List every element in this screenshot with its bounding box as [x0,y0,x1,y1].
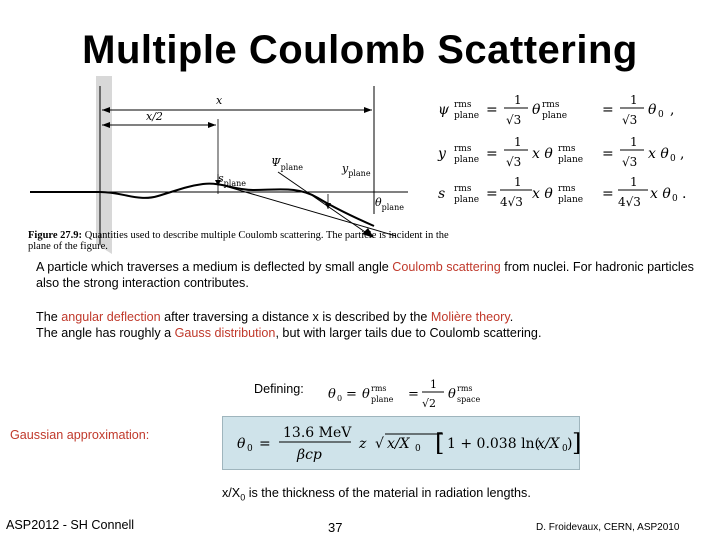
svg-text:s: s [438,186,446,202]
highlight-moliere: Molière theory [430,310,510,324]
svg-text:plane: plane [454,195,480,205]
theta-plane-label: $\theta_{plane}$ [375,196,404,212]
svg-text:rms: rms [454,144,472,154]
svg-text:plane: plane [454,155,480,165]
svg-text:,: , [670,102,675,118]
svg-text:√3: √3 [506,113,522,127]
svg-text:rms: rms [457,384,473,393]
svg-text:0: 0 [415,444,421,454]
svg-text:βcp: βcp [297,447,322,463]
svg-text:0: 0 [337,394,343,403]
defining-label: Defining: [254,382,304,396]
svg-text:1 + 0.038 ln(: 1 + 0.038 ln( [447,436,541,452]
svg-text:rms: rms [558,184,576,194]
figure-caption [28,230,458,252]
svg-text:rms: rms [558,144,576,154]
x-half-label: x/2 [146,110,163,123]
svg-text:0: 0 [672,194,678,204]
s-plane-label: $s_{plane}$ [218,172,246,188]
svg-text:1: 1 [430,378,437,391]
svg-text:x θ: x θ [532,186,553,202]
svg-text:=: = [259,436,271,452]
svg-text:space: space [457,395,481,404]
deflection-line [278,172,368,234]
svg-text:1: 1 [630,175,638,189]
svg-text:.: . [682,186,687,202]
highlight-gauss: Gauss distribution [174,326,276,340]
svg-text:rms: rms [454,184,472,194]
x-half-arrow-head-right [208,122,216,128]
svg-text:plane: plane [558,155,584,165]
svg-text:4√3: 4√3 [500,195,523,209]
footer-credit: D. Froidevaux, CERN, ASP2010 [536,522,680,533]
paragraph-deflection: The angular deflection after traversing a distance x is described by the Molière theory. The angle has roughly a Gauss distribution, but with larger tails due to Coulomb scattering. [36,310,542,340]
x-label: x [216,94,223,107]
svg-text:1: 1 [630,135,638,149]
svg-text:13.6 MeV: 13.6 MeV [283,425,352,441]
svg-text:θ: θ [532,102,541,118]
svg-text:√2: √2 [422,397,437,410]
highlight-angular: angular deflection [61,310,161,324]
svg-text:x/X: x/X [537,436,560,452]
svg-text:0: 0 [670,154,676,164]
svg-text:4√3: 4√3 [618,195,641,209]
svg-text:=: = [346,387,357,402]
svg-text:0: 0 [562,444,568,454]
gaussian-formula [223,417,582,469]
svg-text:θ: θ [362,387,370,402]
svg-text:x θ: x θ [648,146,669,162]
svg-text:y: y [438,146,446,162]
svg-text:=: = [486,186,498,202]
psi-plane-label: $\Psi_{plane}$ [271,156,303,172]
svg-text:θ: θ [448,387,456,402]
footer-course: ASP2012 - SH Connell [6,518,135,532]
caption-label: Figure 27.9: [28,230,83,241]
svg-text:√: √ [375,436,384,452]
page-number: 37 [328,520,343,535]
svg-text:rms: rms [542,100,560,110]
svg-text:=: = [602,146,614,162]
svg-text:=: = [486,102,498,118]
svg-text:): ) [567,436,573,452]
radiation-length-note: $x/X_0$ is the thickness of the material in radiation lengths. [222,486,531,503]
theta0-definition [326,374,496,414]
caption-text: Quantities used to describe multiple Coulomb scattering. The particle is incident in the plane of the figure. [28,230,449,252]
svg-text:1: 1 [514,93,522,107]
svg-text:1: 1 [514,175,522,189]
rms-equations [434,88,704,220]
svg-text:x θ: x θ [650,186,671,202]
svg-text:rms: rms [454,100,472,110]
svg-text:√3: √3 [622,113,638,127]
svg-text:,: , [680,146,685,162]
svg-text:rms: rms [371,384,387,393]
svg-text:θ: θ [328,387,336,402]
svg-text:z: z [359,436,367,452]
svg-text:=: = [602,186,614,202]
gaussian-formula-box [222,416,580,470]
svg-text:ψ: ψ [438,102,449,118]
y-plane-label: $y_{plane}$ [342,162,371,178]
particle-track [30,184,374,226]
svg-text:plane: plane [558,195,584,205]
svg-text:plane: plane [454,111,480,121]
svg-text:=: = [602,102,614,118]
svg-text:x θ: x θ [532,146,553,162]
svg-text:=: = [408,387,419,402]
svg-text:=: = [486,146,498,162]
svg-text:θ: θ [237,436,246,452]
svg-text:√3: √3 [622,155,638,169]
svg-text:plane: plane [371,395,394,404]
svg-text:0: 0 [658,110,664,120]
svg-text:√3: √3 [506,155,522,169]
svg-text:0: 0 [247,444,253,454]
highlight-coulomb: Coulomb scattering [392,260,501,274]
svg-text:[: [ [435,429,445,457]
svg-text:1: 1 [630,93,638,107]
slide-title: Multiple Coulomb Scattering [82,28,638,72]
medium-wedge [96,76,112,254]
svg-text:]: ] [572,429,582,457]
svg-text:1: 1 [514,135,522,149]
x-arrow-head-right [364,107,372,113]
svg-text:θ: θ [648,102,657,118]
svg-text:x/X: x/X [387,436,410,452]
svg-text:plane: plane [542,111,568,121]
paragraph-intro: A particle which traverses a medium is deflected by small angle Coulomb scattering from nuclei. For hadronic particles also the strong interaction contributes. [36,260,694,290]
gaussian-label: Gaussian approximation: [10,428,150,442]
